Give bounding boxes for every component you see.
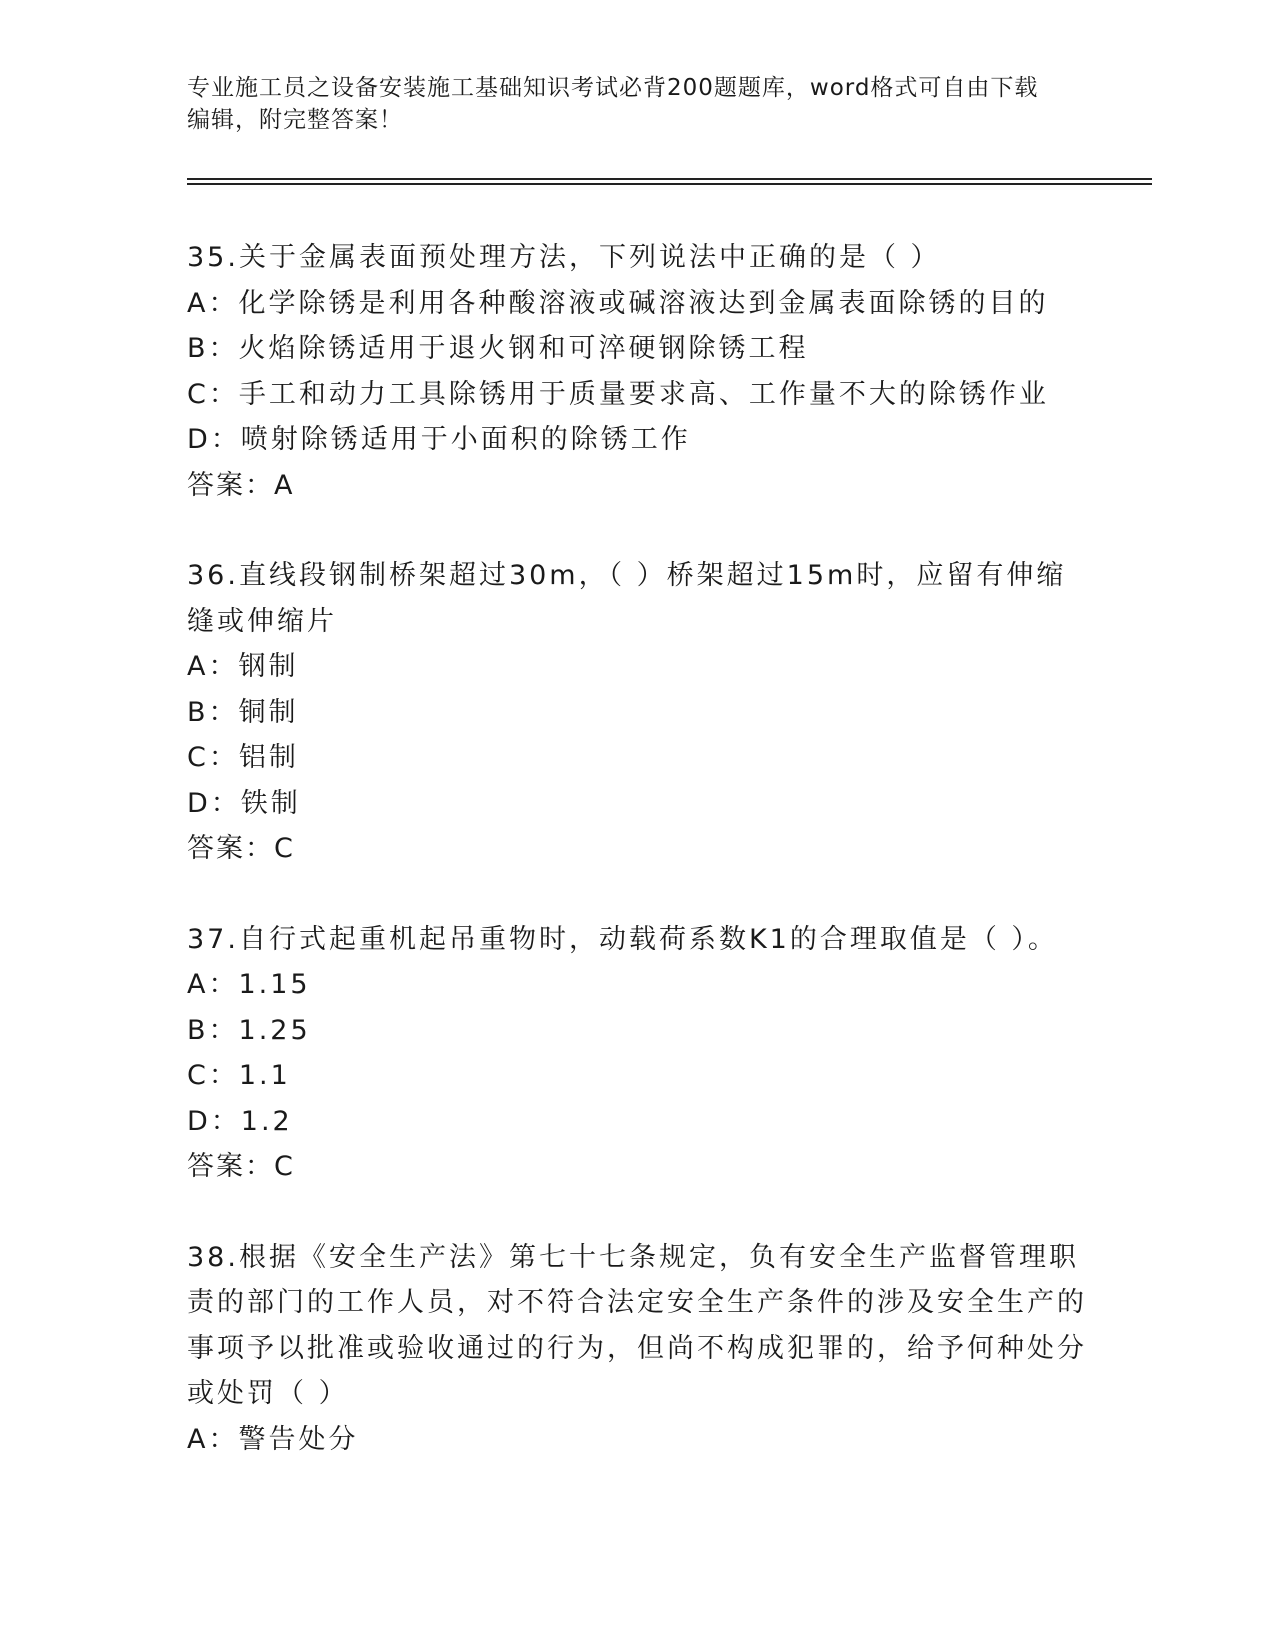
question-text: 35.关于金属表面预处理方法，下列说法中正确的是（ ） xyxy=(187,242,941,273)
option-b: B：铜制 xyxy=(187,696,299,728)
answer-line: 答案：C xyxy=(187,833,295,864)
header-title-line-1: 专业施工员之设备安装施工基础知识考试必背200题题库，word格式可自由下载 xyxy=(187,75,1039,101)
question-list xyxy=(187,235,1087,1507)
header-divider-bottom xyxy=(187,183,1152,185)
answer-line: 答案：C xyxy=(187,1151,295,1182)
option-a: A：1.15 xyxy=(187,969,311,1000)
question-38 xyxy=(187,1235,1087,1463)
option-a: A：钢制 xyxy=(187,651,299,682)
option-d: D：1.2 xyxy=(187,1105,293,1137)
option-b: B：火焰除锈适用于退火钢和可淬硬钢除锈工程 xyxy=(187,333,809,364)
question-36 xyxy=(187,553,1087,872)
option-d: D：铁制 xyxy=(187,787,301,819)
answer-line: 答案：A xyxy=(187,469,295,501)
option-b: B：1.25 xyxy=(187,1014,311,1046)
question-text: 37.自行式起重机起吊重物时，动载荷系数K1的合理取值是（ ）。 xyxy=(187,923,1058,955)
option-d: D：喷射除锈适用于小面积的除锈工作 xyxy=(187,424,691,455)
option-c: C：铝制 xyxy=(187,742,299,773)
option-a: A：警告处分 xyxy=(187,1423,359,1455)
question-35 xyxy=(187,235,1087,508)
header-title-line-2: 编辑，附完整答案！ xyxy=(187,107,403,133)
option-a: A：化学除锈是利用各种酸溶液或碱溶液达到金属表面除锈的目的 xyxy=(187,287,1049,319)
option-c: C：1.1 xyxy=(187,1060,291,1091)
document-header xyxy=(187,72,1067,136)
question-37 xyxy=(187,917,1087,1190)
header-divider-top xyxy=(187,178,1152,180)
option-c: C：手工和动力工具除锈用于质量要求高、工作量不大的除锈作业 xyxy=(187,378,1049,410)
question-text: 38.根据《安全生产法》第七十七条规定，负有安全生产监督管理职责的部门的工作人员，对不符合法定安全生产条件的涉及安全生产的事项予以批准或验收通过的行为，但尚不构成犯罪的，给予何种处分或处罚（ ） xyxy=(187,1241,1087,1409)
question-text: 36.直线段钢制桥架超过30m，（ ）桥架超过15m时，应留有伸缩缝或伸缩片 xyxy=(187,560,1067,637)
